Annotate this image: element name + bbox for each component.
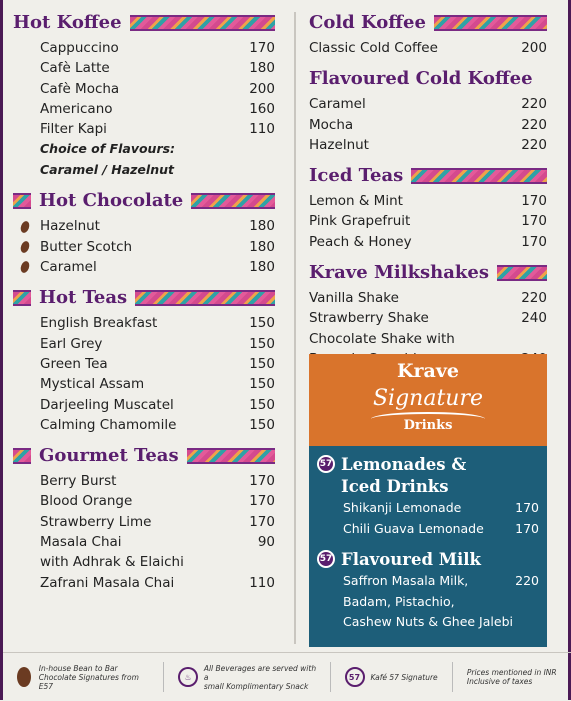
menu-item: Peach & Honey 170 [309, 233, 547, 250]
cocoa-bean-icon [19, 260, 31, 274]
cocoa-bean-icon [17, 667, 31, 687]
pattern-band [130, 15, 275, 31]
section-title: Gourmet Teas [39, 445, 179, 467]
pattern-band [187, 448, 275, 464]
pattern-band [13, 193, 31, 209]
section-title: Krave Milkshakes [309, 262, 489, 284]
pattern-band [13, 448, 31, 464]
pattern-band [434, 15, 547, 31]
section-header [13, 443, 275, 469]
menu-item: Berry Burst 170 [40, 473, 275, 490]
menu-item: English Breakfast 150 [40, 315, 275, 332]
signature-banner [309, 354, 547, 446]
menu-item: Hazelnut 220 [309, 136, 547, 153]
section-header [13, 188, 275, 214]
menu-item: Shikanji Lemonade 170 [343, 500, 539, 515]
menu-item: Earl Grey 150 [40, 335, 275, 352]
section-hot-teas [13, 285, 275, 435]
menu-item: Hazelnut 180 [13, 216, 275, 236]
menu-item: with Adhrak & Elaichi [40, 554, 184, 571]
signature-panel [309, 354, 547, 647]
milk-header: 57 Flavoured Milk [317, 549, 539, 571]
footer-snack-note: ♨ All Beverages are served with a small Komplimentary Snack [164, 664, 319, 691]
menu-item: Darjeeling Muscatel 150 [40, 396, 275, 413]
signature-brand: Krave [397, 360, 459, 382]
section-title: Iced Teas [309, 165, 404, 187]
section-title: Cold Koffee [309, 12, 426, 33]
menu-item: Green Tea 150 [40, 355, 275, 372]
menu-item: Mystical Assam 150 [40, 376, 275, 393]
section-header [309, 163, 547, 189]
column-divider [294, 12, 296, 644]
menu-item: Filter Kapi 110 [40, 121, 275, 138]
pattern-band [497, 265, 547, 281]
menu-item: Lemon & Mint 170 [309, 193, 547, 210]
snack-icon: ♨ [178, 667, 198, 687]
section-header [13, 10, 275, 36]
section-iced-teas [309, 163, 547, 252]
left-column [13, 10, 275, 601]
section-hot-chocolate [13, 188, 275, 277]
footer-price-note: Prices mentioned in INR Inclusive of taxes [466, 668, 557, 686]
signature-list [309, 446, 547, 647]
section-title: Hot Teas [39, 287, 128, 309]
menu-item: Mocha 220 [309, 116, 547, 133]
section-gourmet-teas [13, 443, 275, 593]
cocoa-bean-icon [19, 220, 31, 234]
flavour-note: Choice of Flavours: [40, 141, 176, 157]
footer-bean-note: In-house Bean to Bar Chocolate Signatures from E57 [3, 664, 153, 691]
menu-item: Cafè Latte 180 [40, 60, 275, 77]
menu-item: Cappuccino 170 [40, 40, 275, 56]
menu-item: Saffron Masala Milk, 220 [343, 573, 539, 588]
menu-item: Blood Orange 170 [40, 493, 275, 510]
pattern-band [13, 290, 31, 306]
k57-badge-icon: 57 [345, 667, 365, 687]
section-krave-milkshakes [309, 260, 547, 369]
pattern-band [411, 168, 547, 184]
section-header [13, 285, 275, 311]
menu-item: Caramel 180 [13, 257, 275, 277]
cocoa-bean-icon [19, 240, 31, 254]
pattern-band [135, 290, 275, 306]
lemonades-header: 57 Lemonades & Iced Drinks [317, 454, 539, 498]
flavour-options: Caramel / Hazelnut [40, 161, 174, 177]
pattern-band [191, 193, 275, 209]
menu-item: Zafrani Masala Chai 110 [40, 574, 275, 591]
section-header [309, 10, 547, 36]
footer-signature-note: 57 Kafé 57 Signature [331, 667, 442, 687]
menu-item: Badam, Pistachio, [343, 593, 455, 609]
menu-item: Cashew Nuts & Ghee Jalebi [343, 614, 513, 629]
menu-item: Butter Scotch 180 [13, 237, 275, 257]
menu-item: Pink Grapefruit 170 [309, 213, 547, 230]
section-flavoured-cold-koffee [309, 66, 547, 155]
section-cold-koffee [309, 10, 547, 58]
section-hot-koffee [13, 10, 275, 180]
menu-item: Vanilla Shake 220 [309, 290, 547, 307]
right-column [309, 10, 547, 377]
signature-script: Signature [372, 386, 484, 411]
menu-item: Caramel 220 [309, 96, 547, 113]
section-title: Hot Chocolate [39, 190, 184, 212]
section-title: Flavoured Cold Koffee [309, 68, 533, 90]
section-header [309, 66, 547, 92]
menu-item: Masala Chai 90 [40, 534, 275, 551]
menu-item: Chocolate Shake with [309, 330, 455, 347]
section-title: Hot Koffee [13, 12, 122, 33]
menu-item: Calming Chamomile 150 [40, 416, 275, 433]
k57-badge-icon: 57 [317, 455, 335, 473]
menu-item: Americano 160 [40, 100, 275, 117]
menu-item: Classic Cold Coffee 200 [309, 40, 547, 56]
menu-item: Cafè Mocha 200 [40, 80, 275, 97]
menu-item: Strawberry Lime 170 [40, 513, 275, 530]
menu-item: Strawberry Shake 240 [309, 310, 547, 327]
k57-badge-icon: 57 [317, 550, 335, 568]
footer [3, 652, 571, 701]
section-header [309, 260, 547, 286]
signature-drinks: Drinks [403, 418, 453, 433]
menu-item: Chili Guava Lemonade 170 [343, 520, 539, 536]
